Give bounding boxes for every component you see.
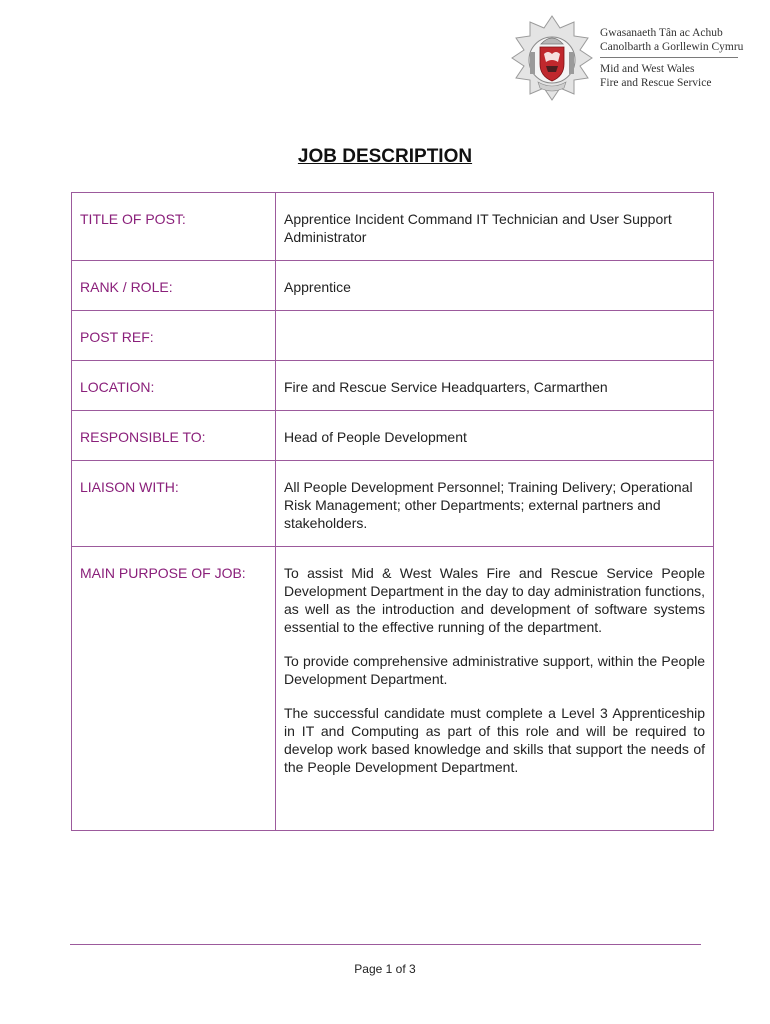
table-row [72,461,714,547]
purpose-paragraph-1: To assist Mid & West Wales Fire and Rescue Service People Development Department in the day to day administration functions, as well as the introduction and development of software systems essential to the effective running of the department. [284,565,706,635]
location-label: LOCATION: [72,361,276,411]
liaison-with-label: LIAISON WITH: [72,461,276,547]
table-row [72,547,714,831]
page-number: Page 1 of 3 [354,962,416,976]
liaison-with-value: All People Development Personnel; Training Delivery; Operational Risk Management; other Departments; external partners and stakeholders. [276,461,714,547]
org-name-english-line1: Mid and West Wales [600,63,695,75]
post-ref-label: POST REF: [72,311,276,361]
table-row [72,193,714,261]
title-of-post-label: TITLE OF POST: [72,193,276,261]
rank-role-label: RANK / ROLE: [72,261,276,311]
job-description-table [71,192,714,831]
table-row [72,311,714,361]
purpose-paragraph-2: To provide comprehensive administrative support, within the People Development Department. [284,653,705,687]
org-name-welsh-line2: Canolbarth a Gorllewin Cymru [600,41,744,53]
rank-role-value: Apprentice [276,261,714,311]
title-of-post-value: Apprentice Incident Command IT Technician and User Support Administrator [276,193,714,261]
responsible-to-label: RESPONSIBLE TO: [72,411,276,461]
org-name-english-line2: Fire and Rescue Service [600,77,712,89]
table-row [72,411,714,461]
org-name-welsh-line1: Gwasanaeth Tân ac Achub [600,27,723,39]
responsible-to-value: Head of People Development [276,411,714,461]
purpose-paragraph-3: The successful candidate must complete a Level 3 Apprenticeship in IT and Computing as part of this role and will be required to develop work based knowledge and skills that support the needs of the People Development Department. [284,705,705,775]
footer-divider [70,944,701,945]
fire-service-crest-icon [508,14,596,102]
main-purpose-value [276,547,714,831]
org-divider [600,57,738,58]
main-purpose-label: MAIN PURPOSE OF JOB: [72,547,276,831]
table-row [72,361,714,411]
post-ref-value [276,311,714,361]
organisation-name [600,26,743,90]
location-value: Fire and Rescue Service Headquarters, Carmarthen [276,361,714,411]
table-row [72,261,714,311]
page-title: JOB DESCRIPTION [297,146,473,167]
